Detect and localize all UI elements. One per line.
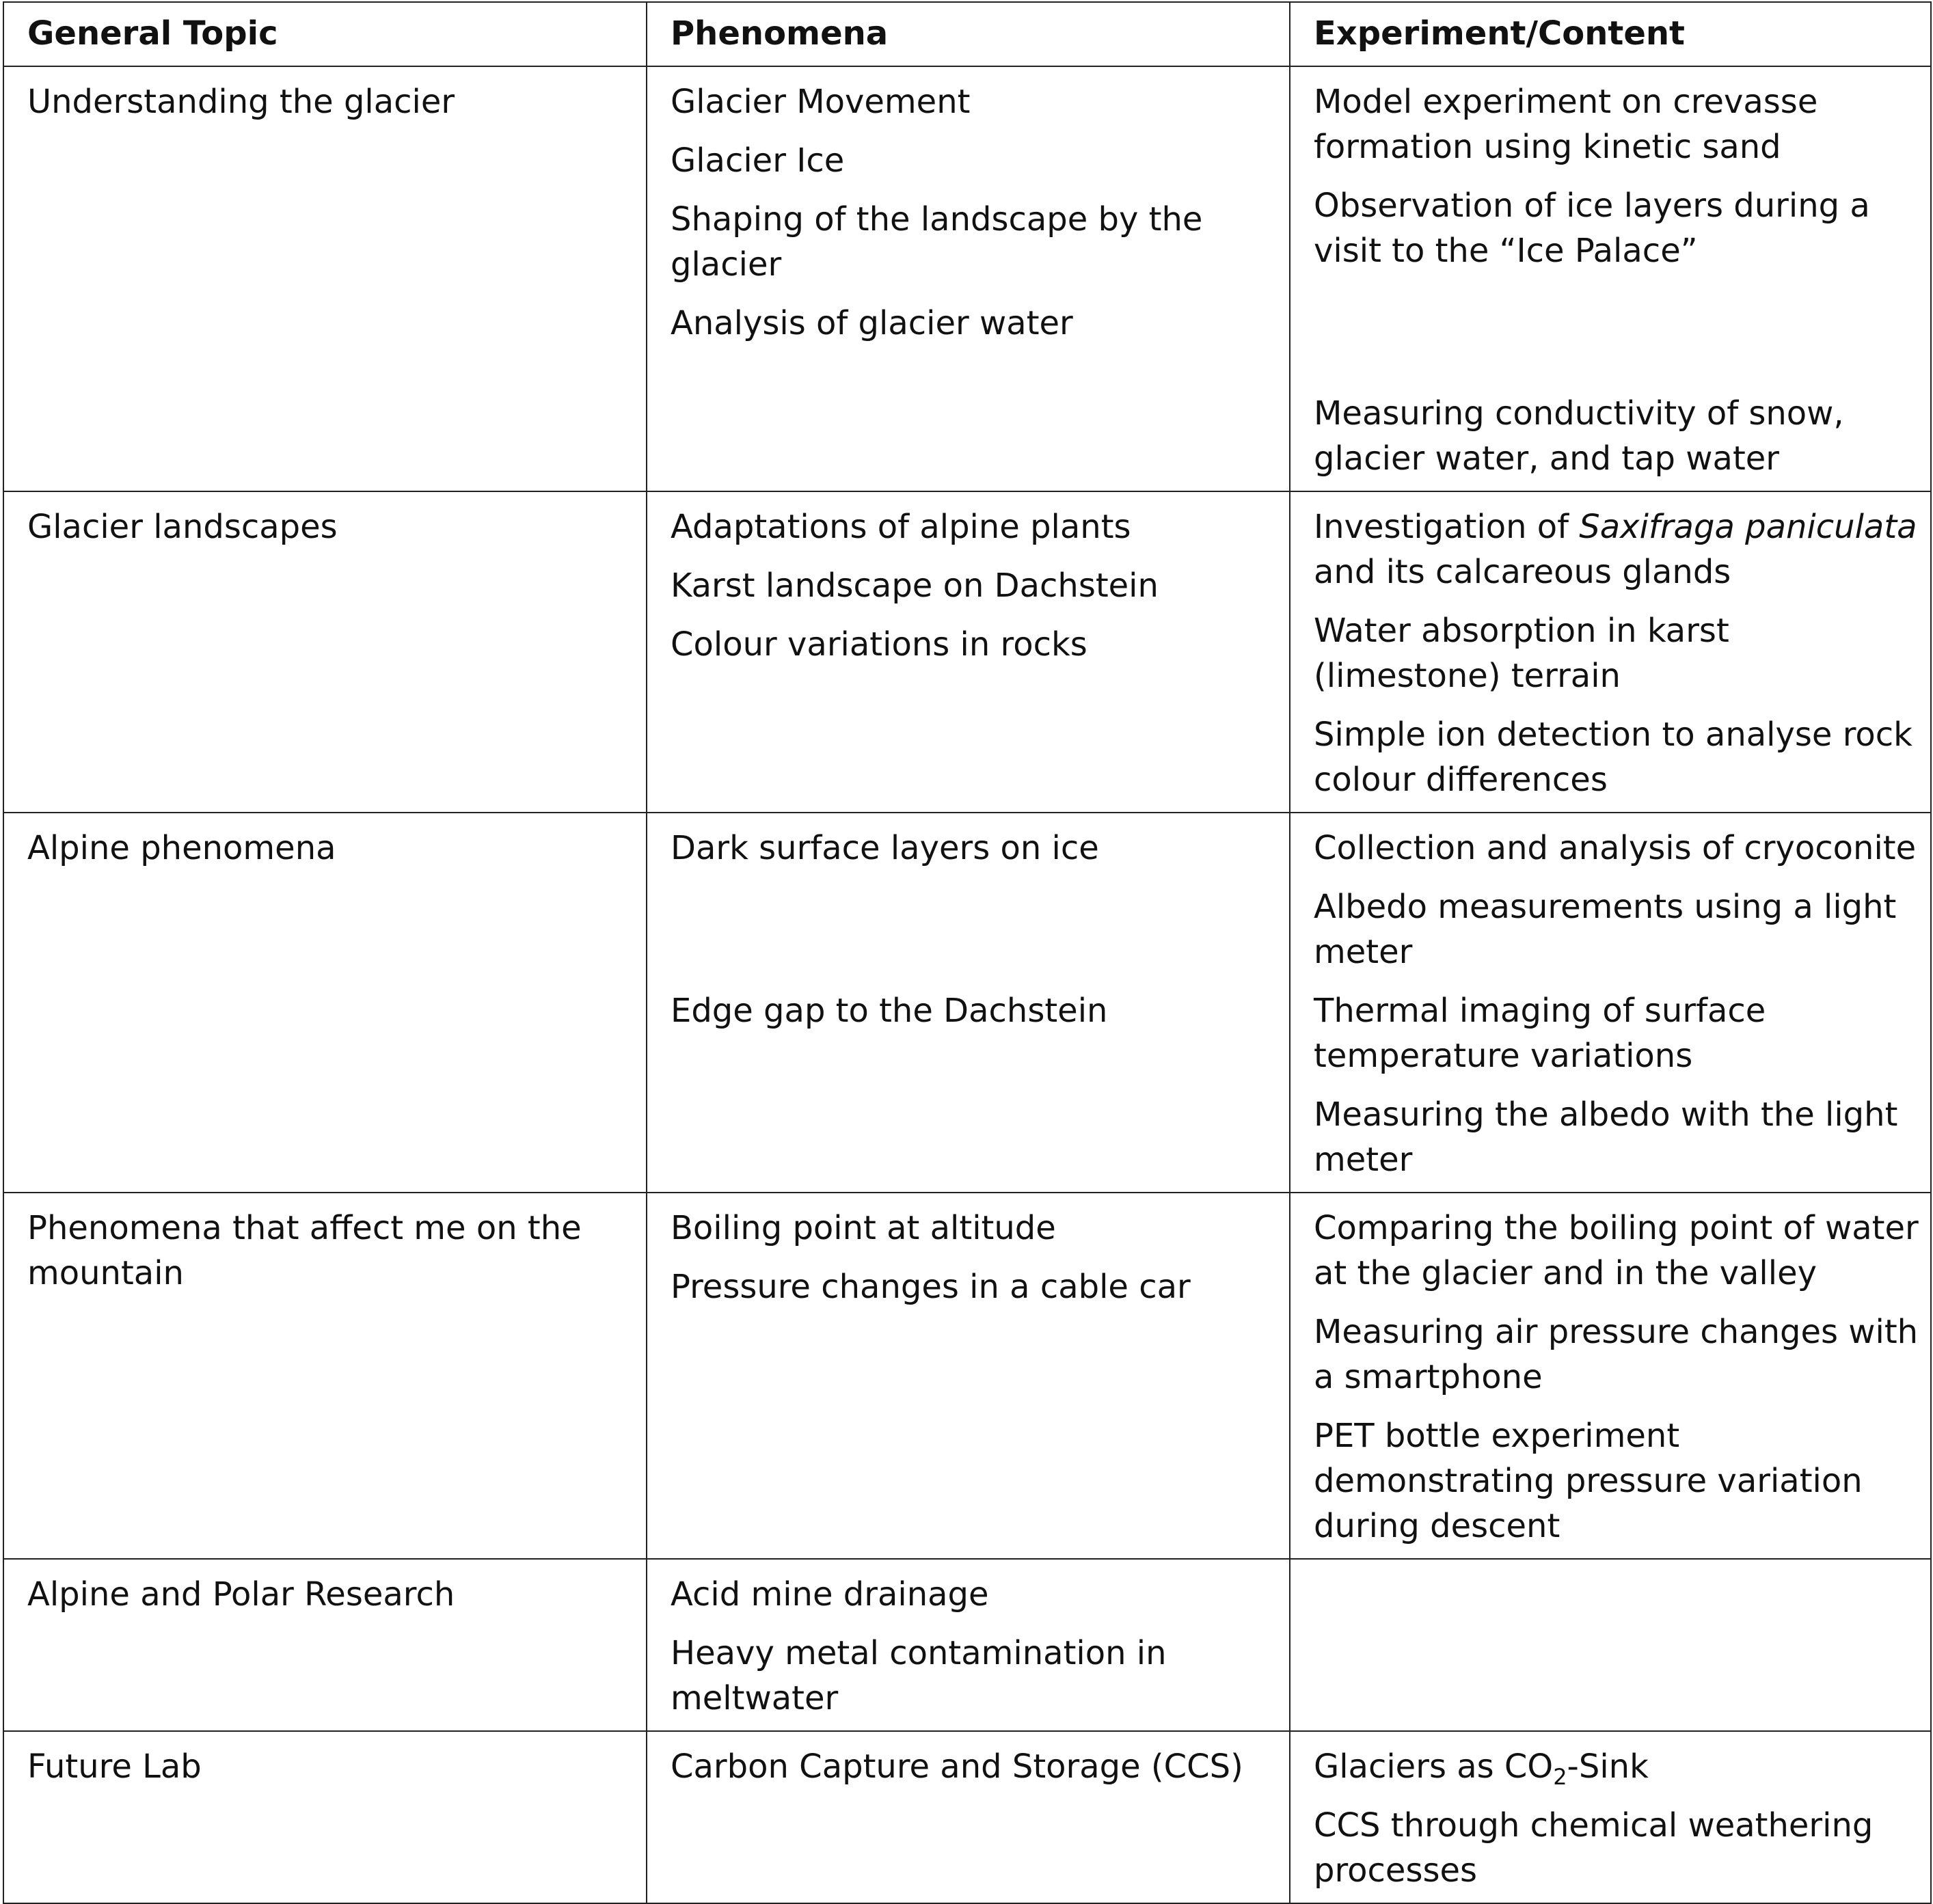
phenomenon-entry [671,884,1278,975]
subscript: 2 [1553,1764,1567,1790]
experiment-text: and its calcareous glands [1314,553,1731,591]
general-topic-cell: Phenomena that affect me on the mountain [3,1193,647,1559]
phenomenon-entry: Karst landscape on Dachstein [671,567,1159,605]
species-name: Saxifraga paniculata [1579,508,1917,546]
phenomena-cell [647,1731,1290,1903]
phenomenon-entry: Carbon Capture and Storage (CCS) [671,1747,1243,1786]
phenomenon-entry: Pressure changes in a cable car [671,1268,1191,1306]
general-topic-cell: Alpine and Polar Research [3,1559,647,1731]
experiment-cell [1290,66,1931,491]
phenomena-cell [647,491,1290,813]
table-row [3,1193,1931,1559]
general-topic-cell: Glacier landscapes [3,491,647,813]
experiment-entry: Thermal imaging of surface temperature variations [1314,992,1766,1075]
table-header [3,2,1931,66]
experiment-entry: Observation of ice layers during a visit to the “Ice Palace” [1314,187,1870,270]
phenomenon-entry: Shaping of the landscape by the glacier [671,200,1203,284]
experiment-entry [1314,504,1919,595]
phenomenon-entry: Glacier Movement [671,83,971,121]
header-general-topic: General Topic [3,2,647,66]
phenomenon-entry: Dark surface layers on ice [671,829,1099,867]
experiment-cell [1290,491,1931,813]
experiment-entry: Albedo measurements using a light meter [1314,888,1897,971]
general-topic-cell: Alpine phenomena [3,813,647,1193]
phenomena-cell [647,813,1290,1193]
experiment-entry: Model experiment on crevasse formation using kinetic sand [1314,83,1818,166]
experiment-cell [1290,1559,1931,1731]
experiment-entry: Collection and analysis of cryoconite [1314,829,1917,867]
experiment-entry [1314,1744,1919,1789]
experiment-cell [1290,813,1931,1193]
experiment-entry: Measuring conductivity of snow, glacier water, and tap water [1314,394,1844,478]
experiment-entry: PET bottle experiment demonstrating pressure variation during descent [1314,1417,1863,1545]
header-experiment-content: Experiment/Content [1290,2,1931,66]
table-body [3,66,1931,1903]
phenomenon-entry: Acid mine drainage [671,1575,989,1614]
header-phenomena: Phenomena [647,2,1290,66]
phenomena-cell [647,66,1290,491]
table-row [3,1731,1931,1903]
experiment-entry [1314,287,1919,377]
phenomenon-entry: Boiling point at altitude [671,1209,1056,1247]
experiment-entry: Measuring the albedo with the light meter [1314,1096,1898,1179]
experiment-entry: Measuring air pressure changes with a smartphone [1314,1313,1919,1396]
table-row [3,1559,1931,1731]
table-row [3,66,1931,491]
phenomenon-entry: Heavy metal contamination in meltwater [671,1634,1167,1717]
experiment-text: Glaciers as CO [1314,1747,1554,1786]
phenomena-cell [647,1559,1290,1731]
phenomenon-entry: Adaptations of alpine plants [671,508,1131,546]
experiment-entry: CCS through chemical weathering processes [1314,1806,1874,1890]
experiment-entry: Water absorption in karst (limestone) terrain [1314,612,1729,695]
general-topic-cell: Understanding the glacier [3,66,647,491]
table-row [3,813,1931,1193]
experiment-entry: Comparing the boiling point of water at the glacier and in the valley [1314,1209,1919,1292]
header-row [3,2,1931,66]
table-row [3,491,1931,813]
experiment-text: Investigation of [1314,508,1580,546]
phenomena-cell [647,1193,1290,1559]
general-topic-cell: Future Lab [3,1731,647,1903]
experiment-cell [1290,1731,1931,1903]
phenomenon-entry: Analysis of glacier water [671,304,1073,342]
phenomenon-entry: Edge gap to the Dachstein [671,992,1108,1030]
experiment-text: -Sink [1567,1747,1649,1786]
phenomenon-entry: Glacier Ice [671,141,845,180]
experiment-entry: Simple ion detection to analyse rock colour differences [1314,716,1912,799]
topic-table [3,1,1932,1904]
experiment-cell [1290,1193,1931,1559]
phenomenon-entry: Colour variations in rocks [671,625,1087,664]
